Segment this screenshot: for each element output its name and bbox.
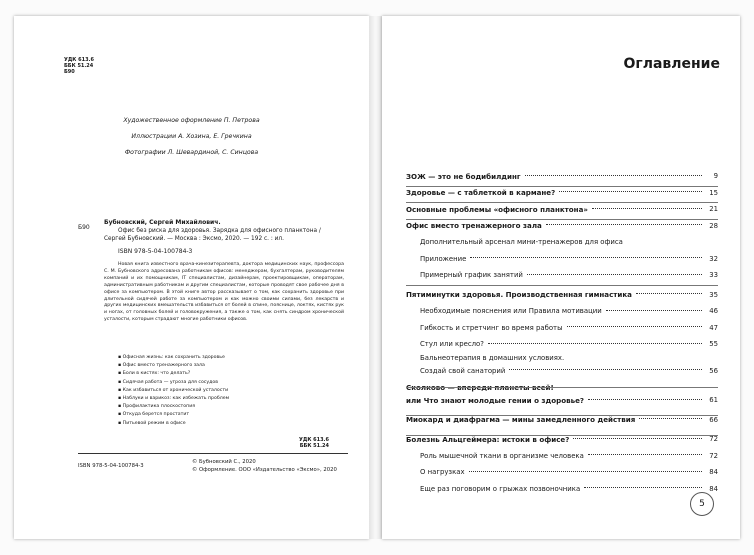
dot-leader (469, 471, 702, 472)
copyright-block (192, 458, 337, 474)
toc-subentry[interactable] (406, 363, 718, 380)
title-continuation: Сергей Бубновский. — Москва : Эксмо, 2020. — 192 с. : ил. (104, 236, 284, 242)
topics-list (118, 354, 229, 428)
toc-entry-title: Примерный график занятий (420, 271, 523, 280)
dot-leader (525, 175, 702, 176)
toc-page-number: 56 (709, 366, 718, 375)
dot-leader (606, 310, 702, 311)
dot-leader (639, 418, 702, 419)
dot-leader (567, 326, 702, 327)
toc-page-number: 28 (709, 221, 718, 230)
toc-subentry[interactable] (406, 448, 718, 465)
toc-entry-title: Бальнеотерапия в домашних условиях. (420, 353, 565, 362)
toc-page-number: 72 (709, 451, 718, 460)
list-item: ▪ Сидячая работа — угроза для сосудов (118, 379, 229, 387)
toc-entry-title: Сколково — впереди планеты всей! (406, 382, 554, 392)
book-fold (369, 16, 382, 539)
annotation-text: Новая книга известного врача-кинезитерапевта, доктора медицинских наук, профессора С. М. Бубновского адресована работникам офисов: менеджерам, бухгалтерам, руководителям компаний и их помощникам, IT специалистам, дизайнерам, проектировщикам, операторам, административным работникам и другим специалистам, которые проводят свое рабочее дня в офисе за компьютером. В этой книге автор рассказывает о том, как сохранить здоровье при длительной сидячей работе за компьютером и как можно своими силами, без лекарств и других медицинских вмешательств избавиться от болей в спине, пояснице, локтях, кистях рук и ногах, от головных болей и головокружения, а также о том, как снять синдром хронической усталости, которым страдают многие работники офисов. (104, 262, 344, 323)
toc-page-number: 46 (709, 307, 718, 316)
dot-leader (588, 399, 702, 400)
toc-entry[interactable] (406, 201, 718, 218)
toc-entry-title: Гибкость и стретчинг во время работы (420, 323, 563, 332)
author-line: Бубновский, Сергей Михайлович. (104, 219, 221, 226)
toc-entry-title: Офис вместо тренажерного зала (406, 221, 542, 231)
list-item: ▪ Офисная жизнь: как сохранить здоровье (118, 354, 229, 362)
credit-photos: Фотографии Л. Шевардиной, С. Синцова (124, 149, 259, 156)
dot-leader (488, 343, 702, 344)
toc-entry[interactable] (406, 287, 718, 304)
isbn: ISBN 978-5-04-100784-3 (118, 248, 193, 255)
list-item: ▪ Как избавиться от хронической усталости (118, 387, 229, 395)
toc-subentry[interactable] (406, 267, 718, 284)
toc-page-number: 33 (709, 271, 718, 280)
udk-code: УДК 613.6 (64, 57, 94, 63)
toc-entry-title: Приложение (420, 254, 467, 263)
dot-leader (588, 454, 702, 455)
toc-subentry[interactable] (406, 481, 718, 498)
copyright-publisher: © Оформление. ООО «Издательство «Эксмо», 2020 (192, 467, 337, 473)
udk-code: УДК 613.6 (299, 437, 329, 443)
toc-entry-title: Основные проблемы «офисного планктона» (406, 204, 588, 214)
toc-entry-title: Миокард и диафрагма — мины замедленного действия (406, 415, 636, 425)
toc-page-number: 84 (709, 484, 718, 493)
dot-leader (636, 293, 702, 294)
toc-subentry[interactable] (406, 464, 718, 481)
dot-leader (559, 191, 702, 192)
udk-block-bottom (299, 437, 329, 449)
toc-subentry[interactable] (406, 320, 718, 337)
dot-leader (546, 224, 702, 225)
dot-leader (527, 274, 702, 275)
udk-block-top (64, 57, 94, 76)
toc-entry-title: Стул или кресло? (420, 340, 484, 349)
divider (406, 219, 718, 220)
toc-page-number: 21 (709, 205, 718, 214)
toc-page-number: 72 (709, 435, 718, 444)
dot-leader (573, 438, 702, 439)
author-mark: Б90 (64, 69, 75, 76)
toc-entry-title: Болезнь Альцгеймера: истоки в офисе? (406, 434, 570, 444)
divider (406, 415, 718, 416)
divider (406, 202, 718, 203)
toc-entry[interactable] (406, 168, 718, 185)
divider (406, 285, 718, 286)
toc-subentry[interactable] (406, 234, 718, 251)
right-page (382, 16, 740, 539)
toc-entry[interactable] (406, 392, 718, 409)
list-item: ▪ Офис вместо тренажерного зала (118, 362, 229, 370)
toc-entry-title: или Что знают молодые гении о здоровье? (406, 395, 584, 405)
toc-title: Оглавление (623, 56, 720, 72)
toc-subentry[interactable] (406, 353, 718, 363)
dot-leader (584, 487, 702, 488)
toc-page-number: 84 (709, 468, 718, 477)
dot-leader (509, 369, 702, 370)
left-page (14, 16, 369, 539)
toc-entry-title: ЗОЖ — это не бодибилдинг (406, 171, 521, 181)
divider (78, 453, 348, 454)
list-item: ▪ Питьевой режим в офисе (118, 420, 229, 428)
table-of-contents (406, 168, 718, 497)
toc-entry-title: Еще раз поговорим о грыжах позвоночника (420, 484, 581, 493)
catalog-code: Б90 (78, 224, 90, 231)
toc-page-number: 55 (709, 340, 718, 349)
toc-subentry[interactable] (406, 336, 718, 353)
list-item: ▪ Откуда берется простатит (118, 411, 229, 419)
dot-leader (470, 257, 702, 258)
divider (406, 186, 718, 187)
dot-leader (592, 208, 702, 209)
toc-subentry[interactable] (406, 251, 718, 268)
isbn-bottom: ISBN 978-5-04-100784-3 (78, 463, 144, 469)
copyright-author: © Бубновский С., 2020 (192, 459, 256, 465)
list-item: ▪ Боли в кистях: что делать? (118, 370, 229, 378)
bbk-code: ББК 51.24 (299, 443, 329, 450)
toc-entry-title: О нагрузках (420, 468, 465, 477)
divider (406, 435, 718, 436)
toc-entry-title: Необходимые пояснения или Правила мотивации (420, 307, 602, 316)
toc-entry[interactable] (406, 431, 718, 448)
toc-page-number: 47 (709, 323, 718, 332)
toc-page-number: 66 (709, 415, 718, 424)
toc-entry[interactable] (406, 412, 718, 429)
toc-page-number: 61 (709, 396, 718, 405)
page-number: 5 (690, 492, 714, 516)
toc-page-number: 35 (709, 290, 718, 299)
title-line: Офис без риска для здоровья. Зарядка для офисного планктона / (118, 228, 321, 234)
toc-page-number: 15 (709, 188, 718, 197)
toc-entry-title: Роль мышечной ткани в организме человека (420, 451, 584, 460)
toc-page-number: 32 (709, 254, 718, 263)
bbk-code: ББК 51.24 (64, 63, 94, 70)
divider (406, 387, 718, 388)
credit-design: Художественное оформление П. Петрова (123, 117, 260, 124)
credit-illustrations: Иллюстрации А. Хозина, Е. Гречкина (131, 133, 252, 140)
toc-page-number: 9 (713, 172, 718, 181)
toc-entry-title: Пятиминутки здоровья. Производственная гимнастика (406, 290, 632, 300)
toc-entry-title: Здоровье — с таблеткой в кармане? (406, 188, 556, 198)
list-item: ▪ Профилактика плоскостопия (118, 403, 229, 411)
toc-entry-title: Создай свой санаторий (420, 366, 506, 375)
toc-subentry[interactable] (406, 303, 718, 320)
list-item: ▪ Наблуки и варикоз: как избежать проблем (118, 395, 229, 403)
toc-entry-title: Дополнительный арсенал мини-тренажеров для офиса (420, 238, 623, 247)
